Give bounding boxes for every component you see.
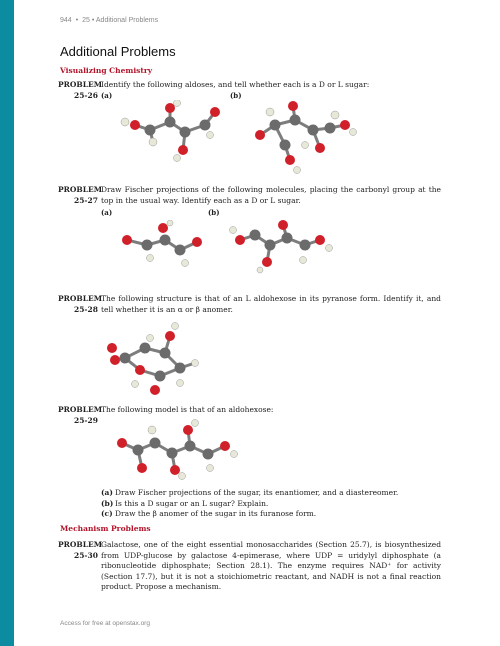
section-heading-mechanism: Mechanism Problems — [60, 524, 151, 533]
page-number: 944 — [60, 17, 72, 24]
problem-text-25-28: The following structure is that of an L aldohexose in its pyranose form. Identify it, and tell whether it is an α or β anomer. — [101, 294, 441, 314]
molecule-model-25-28 — [100, 318, 210, 398]
problem-label-25-26: PROBLEM 25-26 — [58, 80, 103, 100]
molecule-model-25-26b — [245, 100, 360, 175]
problem-label-25-28: PROBLEM 25-28 — [58, 294, 103, 314]
problem-label-25-29: PROBLEM 25-29 — [58, 405, 103, 425]
problem-text-25-26: Identify the following aldoses, and tell whether each is a D or L sugar: — [101, 80, 370, 89]
part-a-label: (a) — [101, 208, 113, 217]
molecule-model-25-29 — [110, 418, 245, 483]
part-a-label: (a) — [101, 91, 113, 100]
molecule-model-25-27a — [115, 220, 210, 270]
page-footer: Access for free at openstax.org — [60, 620, 150, 627]
part-a: (a) Draw Fischer projections of the sugar, its enantiomer, and a diastereomer. — [101, 488, 399, 497]
problem-parts-25-29 — [101, 488, 441, 520]
part-b: (b) Is this a D sugar or an L sugar? Explain. — [101, 498, 269, 508]
chapter-title: 25 • Additional Problems — [82, 17, 159, 24]
problem-text-25-27: Draw Fischer projections of the following molecules, placing the carbonyl group at the top in the usual way. Identify each as a D or L sugar. — [101, 185, 441, 205]
molecule-model-25-26a — [115, 100, 225, 170]
problem-text-25-30: Galactose, one of the eight essential monosaccharides (Section 25.7), is biosynthesized from UDP-glucose by galactose 4-epimerase, where UDP = uridylyl diphosphate (a ribonucleotide diphosphate; Section 28.1). The enzyme requires NAD⁺ for activity (Section 17.7), but it is not a stoichiometric reactant, and NADH is not a final reaction product. Propose a mechanism. — [101, 540, 441, 591]
running-head — [60, 17, 158, 24]
problem-text-25-29: The following model is that of an aldohexose: — [101, 405, 274, 414]
section-heading-visualizing: Visualizing Chemistry — [60, 66, 153, 75]
chapter-color-bar — [0, 0, 14, 646]
problem-label-25-27: PROBLEM 25-27 — [58, 185, 103, 205]
running-head-separator: • — [75, 17, 79, 24]
part-b-label: (b) — [230, 91, 242, 100]
part-b-label: (b) — [208, 208, 220, 217]
part-c: (c) Draw the β anomer of the sugar in its furanose form. — [101, 509, 317, 518]
problem-label-25-30: PROBLEM 25-30 — [58, 540, 103, 560]
page-title: Additional Problems — [60, 44, 176, 59]
molecule-model-25-27b — [225, 220, 340, 275]
